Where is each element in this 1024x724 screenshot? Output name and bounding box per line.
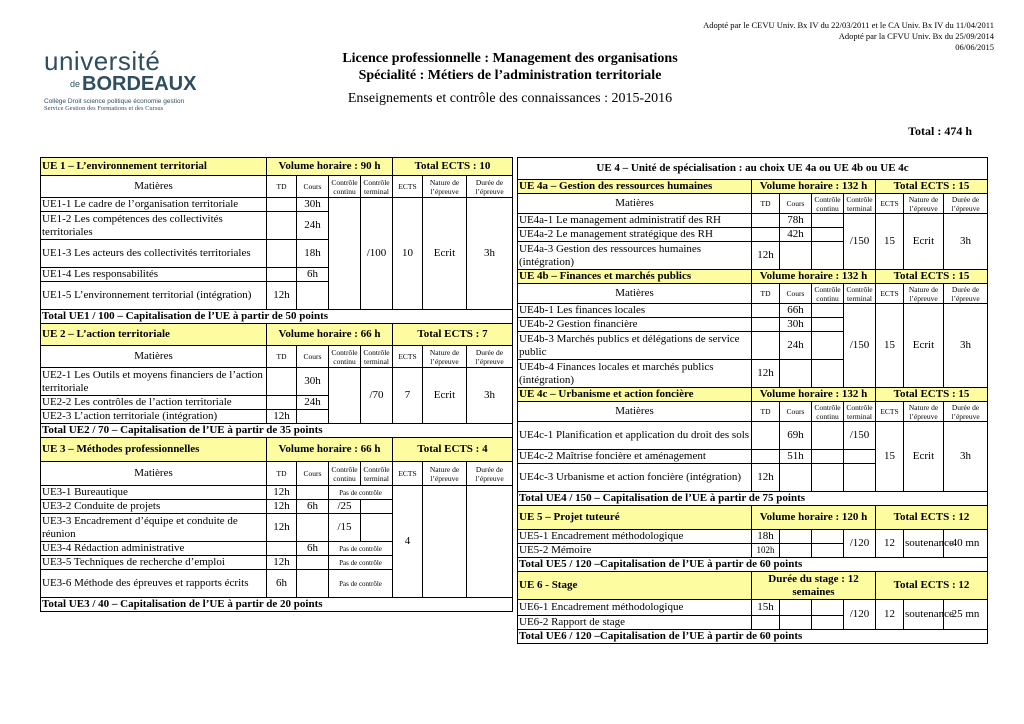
ue1-ct: /100 [361, 198, 393, 310]
ue5-ects: Total ECTS : 12 [876, 506, 988, 530]
ue1-volume: Volume horaire : 90 h [267, 158, 393, 176]
logo-de: de [70, 79, 81, 89]
ue4b-ects-value: 15 [876, 304, 904, 388]
ue3-header [41, 438, 513, 462]
ue3-ects-value: 4 [393, 486, 423, 598]
ue3-volume: Volume horaire : 66 h [267, 438, 393, 462]
ue4b-ects: Total ECTS : 15 [876, 270, 988, 284]
col-matieres: Matières [41, 176, 267, 198]
ue4-footer: Total UE4 / 150 – Capitalisation de l’UE à partir de 75 points [518, 492, 988, 506]
table-row: UE3-1 Bureautique 12h Pas de contrôle 4 [41, 486, 513, 500]
table-row: UE2-1 Les Outils et moyens financiers de l’action territoriale 30h /70 7 Ecrit 3h [41, 368, 513, 396]
ue6-duration: Durée du stage : 12 semaines [752, 572, 876, 600]
ue4-title: UE 4 – Unité de spécialisation : au choix UE 4a ou UE 4b ou UE 4c [518, 158, 988, 180]
logo-city: BORDEAUX [82, 73, 197, 95]
ue4c-ects-value: 15 [876, 422, 904, 492]
table-row: UE4a-3 Gestion des ressources humaines (intégration) 12h [518, 242, 988, 270]
ue4b-duree: 3h [944, 304, 988, 388]
ue2-ct: /70 [361, 368, 393, 424]
col-cc: Contrôle continu [329, 176, 361, 198]
ue2-column-header: Matières TD Cours Contrôle continu Contrôle terminal ECTS Nature de l’épreuve Durée de l’épreuve [41, 346, 513, 368]
table-row: UE4b-4 Finances locales et marchés publics (intégration) 12h [518, 360, 988, 388]
ue6-ects: Total ECTS : 12 [876, 572, 988, 600]
title-line-3: Enseignements et contrôle des connaissances : 2015-2016 [347, 91, 673, 106]
table-row: UE1-2 Les compétences des collectivités territoriales 24h [41, 212, 513, 240]
col-cours: Cours [297, 176, 329, 198]
ue3-title: UE 3 – Méthodes professionnelles [41, 438, 267, 462]
ue2-volume: Volume horaire : 66 h [267, 324, 393, 346]
ue5-volume: Volume horaire : 120 h [752, 506, 876, 530]
ue2-ects-value: 7 [393, 368, 423, 424]
ue1-nature: Ecrit [423, 198, 467, 310]
table-row: UE3-3 Encadrement d’équipe et conduite de réunion 12h /15 [41, 514, 513, 542]
title-line-2: Spécialité : Métiers de l’administration territoriale [358, 68, 662, 83]
ue6-nature: soutenance [904, 600, 944, 630]
ue4c-header [518, 388, 988, 402]
adoption-note: 06/06/2015 [955, 42, 994, 52]
table-row: UE3-6 Méthode des épreuves et rapports écrits 6h Pas de contrôle [41, 570, 513, 598]
ue6-title: UE 6 - Stage [518, 572, 752, 600]
ue4b-volume: Volume horaire : 132 h [752, 270, 876, 284]
table-row: UE3-2 Conduite de projets 12h 6h /25 [41, 500, 513, 514]
ue5-footer: Total UE5 / 120 –Capitalisation de l’UE à partir de 60 points [518, 558, 988, 572]
table-row: UE4c-3 Urbanisme et action foncière (intégration) 12h [518, 464, 988, 492]
table-row: UE4c-2 Maîtrise foncière et aménagement 51h [518, 450, 988, 464]
ue4c-title: UE 4c – Urbanisme et action foncière [518, 388, 752, 402]
ue5-nature: soutenance [904, 530, 944, 558]
ue2-header [41, 324, 513, 346]
col-duree: Durée de l’épreuve [467, 176, 513, 198]
ue4c-duree: 3h [944, 422, 988, 492]
ue5-title: UE 5 – Projet tuteuré [518, 506, 752, 530]
table-row: UE1-1 Le cadre de l’organisation territoriale 30h /100 10 Ecrit 3h [41, 198, 513, 212]
table-row: UE4b-3 Marchés publics et délégations de service public 24h [518, 332, 988, 360]
ue4b-column-header: Matières TD Cours Contrôle continu Contrôle terminal ECTS Nature de l’épreuve Durée de l’épreuve [518, 284, 988, 304]
ue2-ects: Total ECTS : 7 [393, 324, 513, 346]
ue4b-title: UE 4b – Finances et marchés publics [518, 270, 752, 284]
university-logo [44, 48, 214, 118]
ue1-ects-value: 10 [393, 198, 423, 310]
table-row: UE3-4 Rédaction administrative 6h Pas de contrôle [41, 542, 513, 556]
ue4c-column-header: Matières TD Cours Contrôle continu Contrôle terminal ECTS Nature de l’épreuve Durée de l’épreuve [518, 402, 988, 422]
ue4b-nature: Ecrit [904, 304, 944, 388]
ue1-footer: Total UE1 / 100 – Capitalisation de l’UE à partir de 50 points [41, 310, 513, 324]
table-row: UE4a-1 Le management administratif des RH 78h /150 15 Ecrit 3h [518, 214, 988, 228]
ue4c-volume: Volume horaire : 132 h [752, 388, 876, 402]
adoption-note: Adopté par la CFVU Univ. Bx du 25/09/2014 [838, 31, 994, 41]
ue6-header [518, 572, 988, 600]
ue4b-ct: /150 [844, 304, 876, 388]
logo-service: Service Gestion des Formations et des Cursus [44, 105, 164, 112]
ue4a-column-header: Matières TD Cours Contrôle continu Contrôle terminal ECTS Nature de l’épreuve Durée de l’épreuve [518, 194, 988, 214]
ue3-column-header: Matières TD Cours Contrôle continu Contrôle terminal ECTS Nature de l’épreuve Durée de l’épreuve [41, 462, 513, 486]
ue4a-ects-value: 15 [876, 214, 904, 270]
ue4a-duree: 3h [944, 214, 988, 270]
right-table [517, 157, 988, 644]
ue2-footer: Total UE2 / 70 – Capitalisation de l’UE à partir de 35 points [41, 424, 513, 438]
ue1-title: UE 1 – L’environnement territorial [41, 158, 267, 176]
table-row: UE5-1 Encadrement méthodologique 18h /120 12 soutenance 40 mn [518, 530, 988, 544]
col-td: TD [267, 176, 297, 198]
ue6-footer: Total UE6 / 120 –Capitalisation de l’UE à partir de 60 points [518, 630, 988, 644]
ue1-column-header [41, 176, 513, 198]
logo-college: Collège Droit science politique économie gestion [44, 98, 185, 105]
ue2-nature: Ecrit [423, 368, 467, 424]
ue6-ects-value: 12 [876, 600, 904, 630]
ue4a-ct: /150 [844, 214, 876, 270]
ue5-ct: /120 [844, 530, 876, 558]
ue2-title: UE 2 – L’action territoriale [41, 324, 267, 346]
table-row: UE2-2 Les contrôles de l’action territoriale 24h [41, 396, 513, 410]
table-row: UE4b-2 Gestion financière 30h [518, 318, 988, 332]
ue4a-title: UE 4a – Gestion des ressources humaines [518, 180, 752, 194]
table-row: UE1-4 Les responsabilités 6h [41, 268, 513, 282]
table-row: UE3-5 Techniques de recherche d’emploi 12h Pas de contrôle [41, 556, 513, 570]
table-row: UE4a-2 Le management stratégique des RH 42h [518, 228, 988, 242]
ue2-duree: 3h [467, 368, 513, 424]
table-row: UE6-2 Rapport de stage [518, 616, 988, 630]
ue4c-nature: Ecrit [904, 422, 944, 492]
col-nature: Nature de l’épreuve [423, 176, 467, 198]
ue5-ects-value: 12 [876, 530, 904, 558]
ue6-duree: 25 mn [944, 600, 988, 630]
col-ct: Contrôle terminal [361, 176, 393, 198]
total-hours: Total : 474 h [908, 124, 972, 138]
table-row: UE5-2 Mémoire 102h [518, 544, 988, 558]
adoption-notes [703, 20, 994, 53]
ue5-duree: 40 mn [944, 530, 988, 558]
title-line-1: Licence professionnelle : Management des organisations [342, 51, 678, 66]
ue4c-ct: /150 [844, 422, 876, 450]
table-row: UE6-1 Encadrement méthodologique 15h /120 12 soutenance 25 mn [518, 600, 988, 616]
table-row: UE4b-1 Les finances locales 66h /150 15 Ecrit 3h [518, 304, 988, 318]
ue5-header [518, 506, 988, 530]
col-ects: ECTS [393, 176, 423, 198]
table-row: UE1-3 Les acteurs des collectivités territoriales 18h [41, 240, 513, 268]
ue4b-header [518, 270, 988, 284]
ue4c-ects: Total ECTS : 15 [876, 388, 988, 402]
ue4a-volume: Volume horaire : 132 h [752, 180, 876, 194]
ue1-ects: Total ECTS : 10 [393, 158, 513, 176]
ue4a-ects: Total ECTS : 15 [876, 180, 988, 194]
table-row: UE2-3 L’action territoriale (intégration) 12h [41, 410, 513, 424]
ue4a-nature: Ecrit [904, 214, 944, 270]
table-row: UE1-5 L’environnement territorial (intégration) 12h [41, 282, 513, 310]
ue4a-header [518, 180, 988, 194]
table-row: UE4c-1 Planification et application du droit des sols 69h /150 15 Ecrit 3h [518, 422, 988, 450]
ue3-footer: Total UE3 / 40 – Capitalisation de l’UE à partir de 20 points [41, 598, 513, 612]
ue3-ects: Total ECTS : 4 [393, 438, 513, 462]
document-title [250, 50, 770, 107]
ue1-duree: 3h [467, 198, 513, 310]
adoption-note: Adopté par le CEVU Univ. Bx IV du 22/03/2011 et le CA Univ. Bx IV du 11/04/2011 [703, 20, 994, 30]
logo-name: université [44, 46, 161, 76]
left-table [40, 157, 513, 612]
ue1-header [41, 158, 513, 176]
ue6-ct: /120 [844, 600, 876, 630]
ue4-header [518, 158, 988, 180]
